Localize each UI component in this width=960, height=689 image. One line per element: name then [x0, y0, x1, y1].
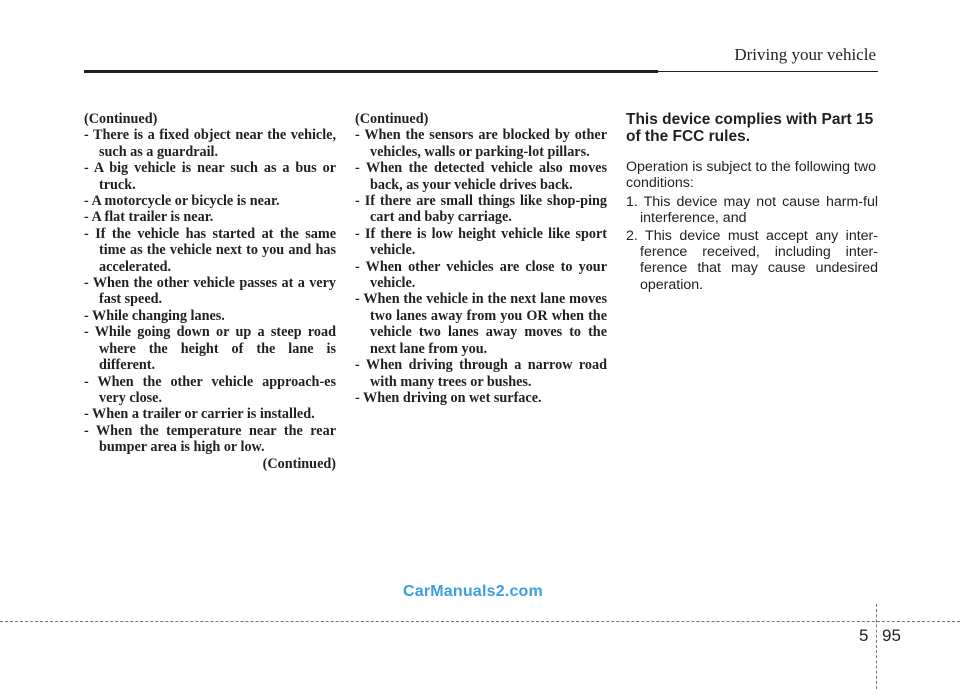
footer-dashed-rule — [0, 621, 960, 622]
section-title: Driving your vehicle — [734, 45, 876, 64]
list-item: - When the temperature near the rear bumper area is high or low. — [84, 422, 336, 456]
column-one — [84, 111, 336, 472]
list-item: - When the sensors are blocked by other vehicles, walls or parking-lot pillars. — [355, 127, 607, 160]
continued-lead: (Continued) — [84, 111, 158, 127]
list-item: - A flat trailer is near. — [84, 209, 214, 226]
column-three — [626, 112, 878, 293]
continued-trail: (Continued) — [262, 455, 336, 472]
list-item: - When driving on wet surface. — [355, 389, 542, 406]
list-item: - If there is low height vehicle like sport vehicle. — [355, 225, 607, 259]
watermark-logo: CarManuals2.com — [403, 583, 543, 600]
list-item: - When driving through a narrow road with many trees or bushes. — [355, 357, 607, 390]
list-item: - There is a fixed object near the vehicle, such as a guardrail. — [84, 127, 336, 160]
list-item: - When the other vehicle approach-es very close. — [84, 373, 336, 406]
list-item: - While changing lanes. — [84, 307, 225, 324]
list-item: - When a trailer or carrier is installed. — [84, 406, 315, 423]
list-item: - While going down or up a steep road where the height of the lane is different. — [84, 324, 336, 374]
continued-lead: (Continued) — [355, 111, 429, 127]
header-rule-thin — [658, 71, 878, 72]
list-item: - A motorcycle or bicycle is near. — [84, 193, 280, 210]
list-item: - When other vehicles are close to your vehicle. — [355, 258, 607, 292]
page-number: 95 — [882, 626, 901, 645]
header-rule-thick — [84, 70, 658, 73]
chapter-number: 5 — [859, 626, 869, 645]
list-item: - If there are small things like shop-ping cart and baby carriage. — [355, 193, 607, 226]
column-two — [355, 111, 607, 406]
list-item: - If the vehicle has started at the same time as the vehicle next to you and has accelerated. — [84, 225, 336, 275]
list-item: - When the vehicle in the next lane moves two lanes away from you OR when the vehicle two lanes away moves to the next lane from you. — [355, 291, 607, 357]
fcc-condition: 1. This device may not cause harm-ful interference, and — [626, 193, 878, 227]
fcc-heading: This device complies with Part 15 of the FCC rules. — [626, 111, 874, 145]
fcc-intro: Operation is subject to the following two conditions: — [626, 159, 876, 192]
list-item: - A big vehicle is near such as a bus or truck. — [84, 160, 336, 193]
fcc-condition: 2. This device must accept any inter-ference received, including inter-ference that may cause undesired operation. — [626, 227, 878, 293]
list-item: - When the other vehicle passes at a very fast speed. — [84, 275, 336, 308]
list-item: - When the detected vehicle also moves back, as your vehicle drives back. — [355, 160, 607, 193]
page-number-divider — [876, 604, 877, 689]
